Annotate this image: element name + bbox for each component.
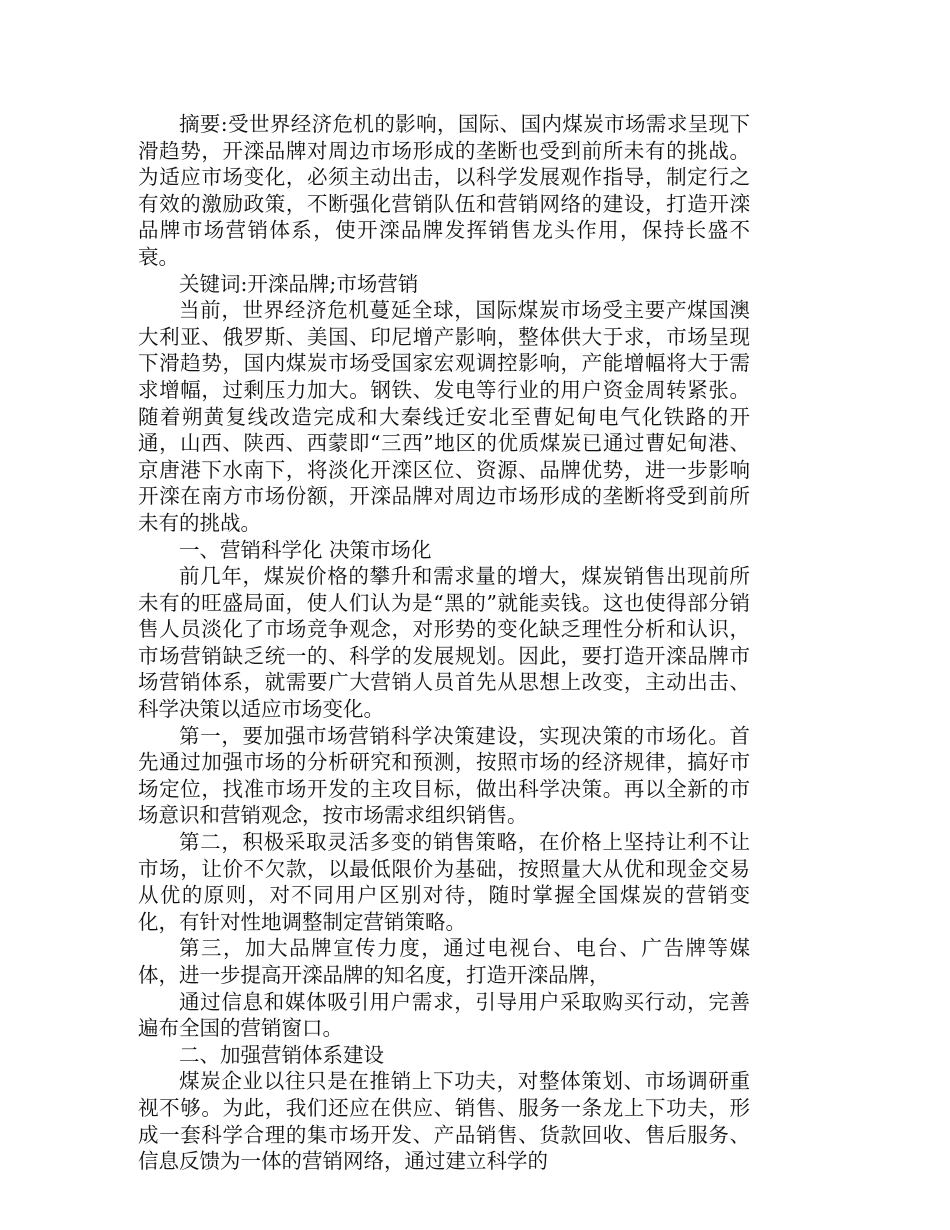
- abstract-paragraph: 摘要:受世界经济危机的影响，国际、国内煤炭市场需求呈现下滑趋势，开滦品牌对周边市场形成的垄断也受到前所未有的挑战。为适应市场变化，必须主动出击，以科学发展观作指导，制定行之有效的激励政策，不断强化营销队伍和营销网络的建设，打造开滦品牌市场营销体系，使开滦品牌发挥销售龙头作用，保持长盛不衰。: [138, 112, 750, 269]
- body-paragraph: 通过信息和媒体吸引用户需求，引导用户采取购买行动，完善遍布全国的营销窗口。: [138, 989, 750, 1041]
- body-paragraph: 前几年，煤炭价格的攀升和需求量的增大，煤炭销售出现前所未有的旺盛局面，使人们认为是“黑的”就能卖钱。这也使得部分销售人员淡化了市场竞争观念，对形势的变化缺乏理性分析和认识，市场营销缺乏统一的、科学的发展规划。因此，要打造开滦品牌市场营销体系，就需要广大营销人员首先从思想上改变，主动出击、科学决策以适应市场变化。: [138, 564, 750, 722]
- body-paragraph: 煤炭企业以往只是在推销上下功夫，对整体策划、市场调研重视不够。为此，我们还应在供应、销售、服务一条龙上下功夫，形成一套科学合理的集市场开发、产品销售、货款回收、售后服务、信息反馈为一体的营销网络，通过建立科学的: [138, 1069, 750, 1174]
- section-heading-2: 二、加强营销体系建设: [179, 1042, 384, 1067]
- body-paragraph: 第三，加大品牌宣传力度，通过电视台、电台、广告牌等媒体，进一步提高开滦品牌的知名度，打造开滦品牌，: [138, 936, 750, 987]
- keywords-paragraph: 关键词:开滦品牌;市场营销: [179, 271, 419, 296]
- body-paragraph: 第一，要加强市场营销科学决策建设，实现决策的市场化。首先通过加强市场的分析研究和预测，按照市场的经济规律，搞好市场定位，找准市场开发的主攻目标，做出科学决策。再以全新的市场意识和营销观念，按市场需求组织销售。: [138, 723, 750, 828]
- document-body: [138, 111, 750, 1175]
- section-heading-1: 一、营销科学化 决策市场化: [179, 537, 432, 562]
- intro-paragraph: 当前，世界经济危机蔓延全球，国际煤炭市场受主要产煤国澳大利亚、俄罗斯、美国、印尼增产影响，整体供大于求，市场呈现下滑趋势，国内煤炭市场受国家宏观调控影响，产能增幅将大于需求增幅，过剩压力加大。钢铁、发电等行业的用户资金周转紧张。随着朔黄复线改造完成和大秦线迁安北至曹妃甸电气化铁路的开通，山西、陕西、西蒙即“三西”地区的优质煤炭已通过曹妃甸港、京唐港下水南下，将淡化开滦区位、资源、品牌优势，进一步影响开滦在南方市场份额，开滦品牌对周边市场形成的垄断将受到前所未有的挑战。: [138, 298, 750, 535]
- body-paragraph: 第二，积极采取灵活多变的销售策略，在价格上坚持让利不让市场，让价不欠款，以最低限价为基础，按照量大从优和现金交易从优的原则，对不同用户区别对待，随时掌握全国煤炭的营销变化，有针对性地调整制定营销策略。: [138, 830, 750, 934]
